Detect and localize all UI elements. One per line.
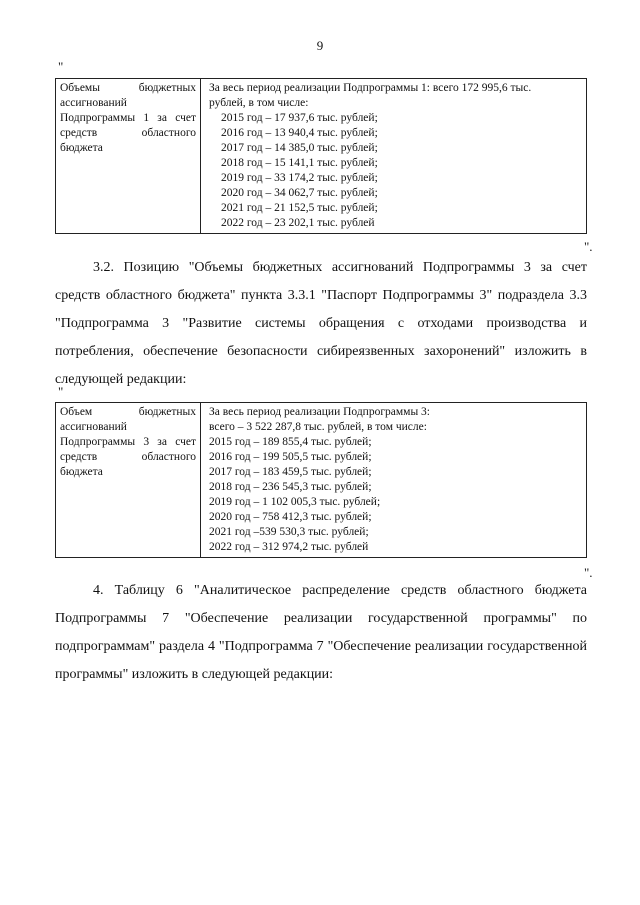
table1-year-line: 2021 год – 21 152,5 тыс. рублей; — [221, 202, 378, 214]
paragraph-4: 4. Таблицу 6 "Аналитическое распределение средств областного бюджета Подпрограммы 7 "Обеспечение реализации государственной программы" по подпрограммам" раздела 4 "Подпрограмма 7 "Обеспечение реализации государственной программы" изложить в следующей редакции: — [55, 583, 587, 682]
close-quote-2: ". — [584, 565, 593, 580]
table2-left-cell: Объем бюджетных ассигнований Подпрограммы 3 за счет средств областного бюджета — [56, 403, 201, 558]
table1-year-line: 2016 год – 13 940,4 тыс. рублей; — [221, 127, 378, 139]
table1-header: За весь период реализации Подпрограммы 1: всего 172 995,6 тыс. — [209, 82, 532, 94]
page-number: 9 — [316, 38, 324, 53]
table1-year-line: 2022 год – 23 202,1 тыс. рублей — [221, 217, 375, 229]
table1-year-line: 2019 год – 33 174,2 тыс. рублей; — [221, 172, 378, 184]
table2-year-line: 2015 год – 189 855,4 тыс. рублей; — [209, 436, 372, 448]
table2-year-line: 2018 год – 236 545,3 тыс. рублей; — [209, 481, 372, 493]
table2-year-line: 2022 год – 312 974,2 тыс. рублей — [209, 541, 369, 553]
table2-header2: всего – 3 522 287,8 тыс. рублей, в том числе: — [209, 421, 427, 433]
table2-year-line: 2017 год – 183 459,5 тыс. рублей; — [209, 466, 372, 478]
budget-table-subprogram-1 — [55, 78, 587, 234]
table1-year-line: 2020 год – 34 062,7 тыс. рублей; — [221, 187, 378, 199]
table1-year-line: 2018 год – 15 141,1 тыс. рублей; — [221, 157, 378, 169]
table2-year-line: 2021 год –539 530,3 тыс. рублей; — [209, 526, 369, 538]
open-quote-2: " — [58, 384, 64, 399]
close-quote-1: ". — [584, 239, 593, 254]
table2-year-line: 2020 год – 758 412,3 тыс. рублей; — [209, 511, 372, 523]
table2-header: За весь период реализации Подпрограммы 3: — [209, 406, 431, 418]
table1-year-line: 2017 год – 14 385,0 тыс. рублей; — [221, 142, 378, 154]
table1-right-cell — [201, 79, 587, 234]
table2-year-line: 2019 год – 1 102 005,3 тыс. рублей; — [209, 496, 381, 508]
table2-year-line: 2016 год – 199 505,5 тыс. рублей; — [209, 451, 372, 463]
table1-header2: рублей, в том числе: — [209, 97, 309, 109]
budget-table-subprogram-3 — [55, 402, 587, 558]
paragraph-3-2: 3.2. Позицию "Объемы бюджетных ассигнований Подпрограммы 3 за счет средств областного бюджета" пункта 3.3.1 "Паспорт Подпрограммы 3" подраздела 3.3 "Подпрограмма 3 "Развитие системы обращения с отходами производства и потребления, обеспечение безопасности сибиреязвенных захоронений" изложить в следующей редакции: — [55, 260, 587, 387]
table1-left-cell: Объемы бюджетных ассигнований Подпрограммы 1 за счет средств областного бюджета — [56, 79, 201, 234]
table1-year-line: 2015 год – 17 937,6 тыс. рублей; — [221, 112, 378, 124]
open-quote-1: " — [58, 59, 64, 74]
table2-right-cell — [201, 403, 587, 558]
